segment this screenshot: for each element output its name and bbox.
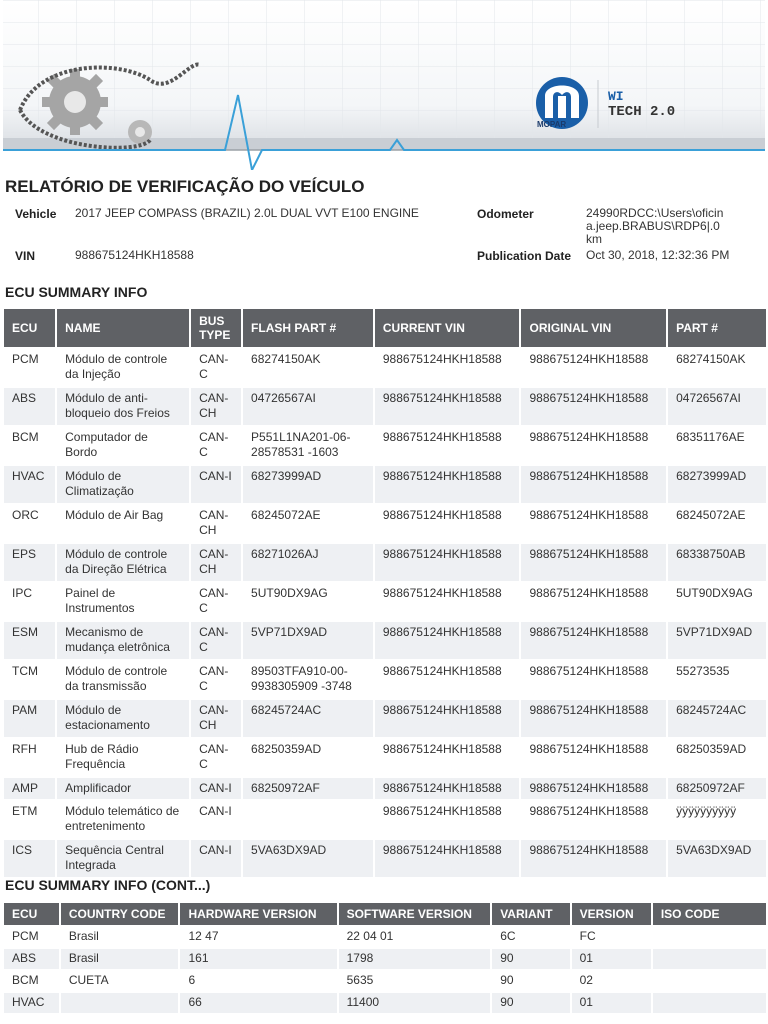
table-cell: Módulo de anti-bloqueio dos Freios <box>57 388 189 425</box>
table-cell: CAN-I <box>191 466 241 503</box>
header-banner <box>0 0 768 170</box>
table-row <box>4 778 766 799</box>
table-cell: Amplificador <box>57 778 189 799</box>
table-cell: ÿÿÿÿÿÿÿÿÿÿ <box>668 801 766 838</box>
table-cell: 988675124HKH18588 <box>521 427 666 464</box>
vin-label: VIN <box>15 249 36 263</box>
table-cell: CAN-CH <box>191 544 241 581</box>
table-cell: PCM <box>4 349 55 386</box>
table-cell: 988675124HKH18588 <box>375 700 520 737</box>
table-cell: 68250359AD <box>243 739 373 776</box>
table-cell: 68245072AE <box>668 505 766 542</box>
table-cell: Módulo telemático de entretenimento <box>57 801 189 838</box>
table-cell: BCM <box>4 971 59 991</box>
table-cell: CAN-CH <box>191 505 241 542</box>
odometer-line: 24990RDCC:\Users\oficin <box>586 206 724 220</box>
table-cell: PAM <box>4 700 55 737</box>
publication-date-value: Oct 30, 2018, 12:32:36 PM <box>586 248 730 262</box>
table-cell: Módulo de Air Bag <box>57 505 189 542</box>
table-cell: 68338750AB <box>668 544 766 581</box>
table-cell: 988675124HKH18588 <box>521 505 666 542</box>
table-cell <box>61 993 179 1013</box>
table-cell: 988675124HKH18588 <box>521 661 666 698</box>
table-cell <box>243 801 373 838</box>
table-row <box>4 349 766 386</box>
table-cell: CAN-C <box>191 739 241 776</box>
table-cell: EPS <box>4 544 55 581</box>
odometer-line: a.jeep.BRABUS\RDP6|.0 <box>586 219 720 233</box>
table-cell: 1798 <box>339 949 491 969</box>
table-cell: CAN-CH <box>191 700 241 737</box>
table-cell: RFH <box>4 739 55 776</box>
column-header: ISO CODE <box>653 903 766 925</box>
table-cell: 68250359AD <box>668 739 766 776</box>
table-cell: 68250972AF <box>668 778 766 799</box>
table-cell: CAN-C <box>191 661 241 698</box>
table-cell: AMP <box>4 778 55 799</box>
column-header: COUNTRY CODE <box>61 903 179 925</box>
table-cell: 988675124HKH18588 <box>375 840 520 877</box>
table-cell: Módulo de controle da Injeção <box>57 349 189 386</box>
table-cell: Painel de Instrumentos <box>57 583 189 620</box>
table-cell: 01 <box>572 949 651 969</box>
tech-logo-text: TECH 2.0 <box>608 104 676 120</box>
table-cell: CAN-I <box>191 840 241 877</box>
table-row <box>4 466 766 503</box>
table-cell: Sequência Central Integrada <box>57 840 189 877</box>
table-cell: Brasil <box>61 927 179 947</box>
table-cell: 988675124HKH18588 <box>375 622 520 659</box>
table-cell: 988675124HKH18588 <box>521 840 666 877</box>
table-cell: 12 47 <box>180 927 336 947</box>
table-cell: ETM <box>4 801 55 838</box>
column-header: FLASH PART # <box>243 309 373 347</box>
table-cell: CAN-CH <box>191 388 241 425</box>
table-cell: CAN-C <box>191 583 241 620</box>
table-cell: 89503TFA910-00-9938305909 -3748 <box>243 661 373 698</box>
table-cell: Mecanismo de mudança eletrônica <box>57 622 189 659</box>
column-header: ECU <box>4 903 59 925</box>
odometer-value <box>586 207 723 246</box>
table-cell: 988675124HKH18588 <box>375 801 520 838</box>
table-cell: 68245724AC <box>243 700 373 737</box>
table-cell: 988675124HKH18588 <box>375 544 520 581</box>
table-cell: ORC <box>4 505 55 542</box>
table-cell: 988675124HKH18588 <box>375 466 520 503</box>
table-cell: 988675124HKH18588 <box>375 583 520 620</box>
table-row <box>4 739 766 776</box>
table-row <box>4 388 766 425</box>
table-cell: 988675124HKH18588 <box>521 739 666 776</box>
svg-text:MOPAR: MOPAR <box>537 120 567 129</box>
report-title: RELATÓRIO DE VERIFICAÇÃO DO VEÍCULO <box>5 177 365 196</box>
table-cell: 68274150AK <box>243 349 373 386</box>
table-cell: CAN-I <box>191 778 241 799</box>
table-cell: 68245072AE <box>243 505 373 542</box>
table-cell: 5VP71DX9AD <box>243 622 373 659</box>
table-cell: 988675124HKH18588 <box>521 801 666 838</box>
vehicle-value: 2017 JEEP COMPASS (BRAZIL) 2.0L DUAL VVT E100 ENGINE <box>75 206 419 220</box>
table-row <box>4 661 766 698</box>
table-cell: 68245724AC <box>668 700 766 737</box>
column-header: PART # <box>668 309 766 347</box>
table-row <box>4 993 766 1013</box>
table-cell: 11400 <box>339 993 491 1013</box>
table-cell: Módulo de controle da Direção Elétrica <box>57 544 189 581</box>
column-header: ORIGINAL VIN <box>521 309 666 347</box>
mopar-logo <box>536 77 588 129</box>
table-row <box>4 971 766 991</box>
table-cell: CAN-C <box>191 622 241 659</box>
table-cell: 988675124HKH18588 <box>521 349 666 386</box>
table-cell: 6C <box>492 927 569 947</box>
table-cell: 988675124HKH18588 <box>521 622 666 659</box>
column-header: ECU <box>4 309 55 347</box>
column-header: VARIANT <box>492 903 569 925</box>
ecu-summary-cont-table <box>2 901 768 1015</box>
table-row <box>4 927 766 947</box>
column-header: BUS TYPE <box>191 309 241 347</box>
table-cell: 5UT90DX9AG <box>668 583 766 620</box>
table-cell: Computador de Bordo <box>57 427 189 464</box>
table-cell: 90 <box>492 949 569 969</box>
table-cell: 5UT90DX9AG <box>243 583 373 620</box>
table-row <box>4 801 766 838</box>
table-cell: CAN-I <box>191 801 241 838</box>
table-cell: IPC <box>4 583 55 620</box>
table-row <box>4 949 766 969</box>
table-cell: 988675124HKH18588 <box>375 349 520 386</box>
table-cell: Módulo de estacionamento <box>57 700 189 737</box>
table-cell: 6 <box>180 971 336 991</box>
table-cell: 02 <box>572 971 651 991</box>
table-cell: 66 <box>180 993 336 1013</box>
table-cell: 988675124HKH18588 <box>521 388 666 425</box>
table-cell: 68273999AD <box>668 466 766 503</box>
table-cell: 68274150AK <box>668 349 766 386</box>
table-cell: 01 <box>572 993 651 1013</box>
table-header-row <box>4 903 766 925</box>
column-header: NAME <box>57 309 189 347</box>
vin-value: 988675124HKH18588 <box>75 248 194 262</box>
table-cell: 04726567AI <box>668 388 766 425</box>
table-row <box>4 840 766 877</box>
table-cell: ESM <box>4 622 55 659</box>
table-cell: 988675124HKH18588 <box>521 700 666 737</box>
table-row <box>4 505 766 542</box>
table-cell: 988675124HKH18588 <box>521 544 666 581</box>
ecu-summary-title: ECU SUMMARY INFO <box>5 284 148 300</box>
table-cell: CUETA <box>61 971 179 991</box>
table-cell: ABS <box>4 388 55 425</box>
column-header: HARDWARE VERSION <box>180 903 336 925</box>
table-cell: 988675124HKH18588 <box>375 778 520 799</box>
wi-logo-text: WI <box>608 89 624 104</box>
table-cell: 988675124HKH18588 <box>521 583 666 620</box>
table-cell: HVAC <box>4 466 55 503</box>
ecu-summary-table <box>2 307 768 879</box>
table-cell: ICS <box>4 840 55 877</box>
publication-date-label: Publication Date <box>477 249 572 263</box>
table-cell: 5635 <box>339 971 491 991</box>
table-cell: 988675124HKH18588 <box>375 505 520 542</box>
table-cell: 90 <box>492 993 569 1013</box>
table-cell: 988675124HKH18588 <box>375 427 520 464</box>
table-cell: 5VP71DX9AD <box>668 622 766 659</box>
table-cell: PCM <box>4 927 59 947</box>
table-cell <box>653 927 766 947</box>
table-cell: 161 <box>180 949 336 969</box>
table-cell <box>653 971 766 991</box>
table-cell: 988675124HKH18588 <box>375 661 520 698</box>
table-cell: CAN-C <box>191 427 241 464</box>
vehicle-label: Vehicle <box>15 207 57 221</box>
odometer-line: km <box>586 232 602 246</box>
table-cell: HVAC <box>4 993 59 1013</box>
table-cell: FC <box>572 927 651 947</box>
table-cell: 90 <box>492 971 569 991</box>
table-header-row <box>4 309 766 347</box>
table-cell: 68273999AD <box>243 466 373 503</box>
table-cell: 988675124HKH18588 <box>375 739 520 776</box>
table-cell: 04726567AI <box>243 388 373 425</box>
table-cell: 55273535 <box>668 661 766 698</box>
table-cell: CAN-C <box>191 349 241 386</box>
table-cell: BCM <box>4 427 55 464</box>
table-row <box>4 544 766 581</box>
table-cell: 988675124HKH18588 <box>521 466 666 503</box>
table-cell: TCM <box>4 661 55 698</box>
table-cell <box>653 949 766 969</box>
table-cell: 68250972AF <box>243 778 373 799</box>
table-cell: ABS <box>4 949 59 969</box>
column-header: VERSION <box>572 903 651 925</box>
column-header: CURRENT VIN <box>375 309 520 347</box>
table-cell <box>653 993 766 1013</box>
table-row <box>4 583 766 620</box>
table-cell: Módulo de controle da transmissão <box>57 661 189 698</box>
table-cell: Módulo de Climatização <box>57 466 189 503</box>
table-cell: 988675124HKH18588 <box>521 778 666 799</box>
table-cell: Brasil <box>61 949 179 969</box>
table-cell: 5VA63DX9AD <box>243 840 373 877</box>
column-header: SOFTWARE VERSION <box>339 903 491 925</box>
table-row <box>4 622 766 659</box>
table-cell: P551L1NA201-06-28578531 -1603 <box>243 427 373 464</box>
table-row <box>4 427 766 464</box>
ecu-summary-cont-title: ECU SUMMARY INFO (CONT...) <box>5 877 211 893</box>
table-cell: Hub de Rádio Frequência <box>57 739 189 776</box>
table-cell: 988675124HKH18588 <box>375 388 520 425</box>
odometer-label: Odometer <box>477 207 534 221</box>
table-cell: 68351176AE <box>668 427 766 464</box>
table-cell: 5VA63DX9AD <box>668 840 766 877</box>
table-row <box>4 700 766 737</box>
table-cell: 22 04 01 <box>339 927 491 947</box>
table-cell: 68271026AJ <box>243 544 373 581</box>
